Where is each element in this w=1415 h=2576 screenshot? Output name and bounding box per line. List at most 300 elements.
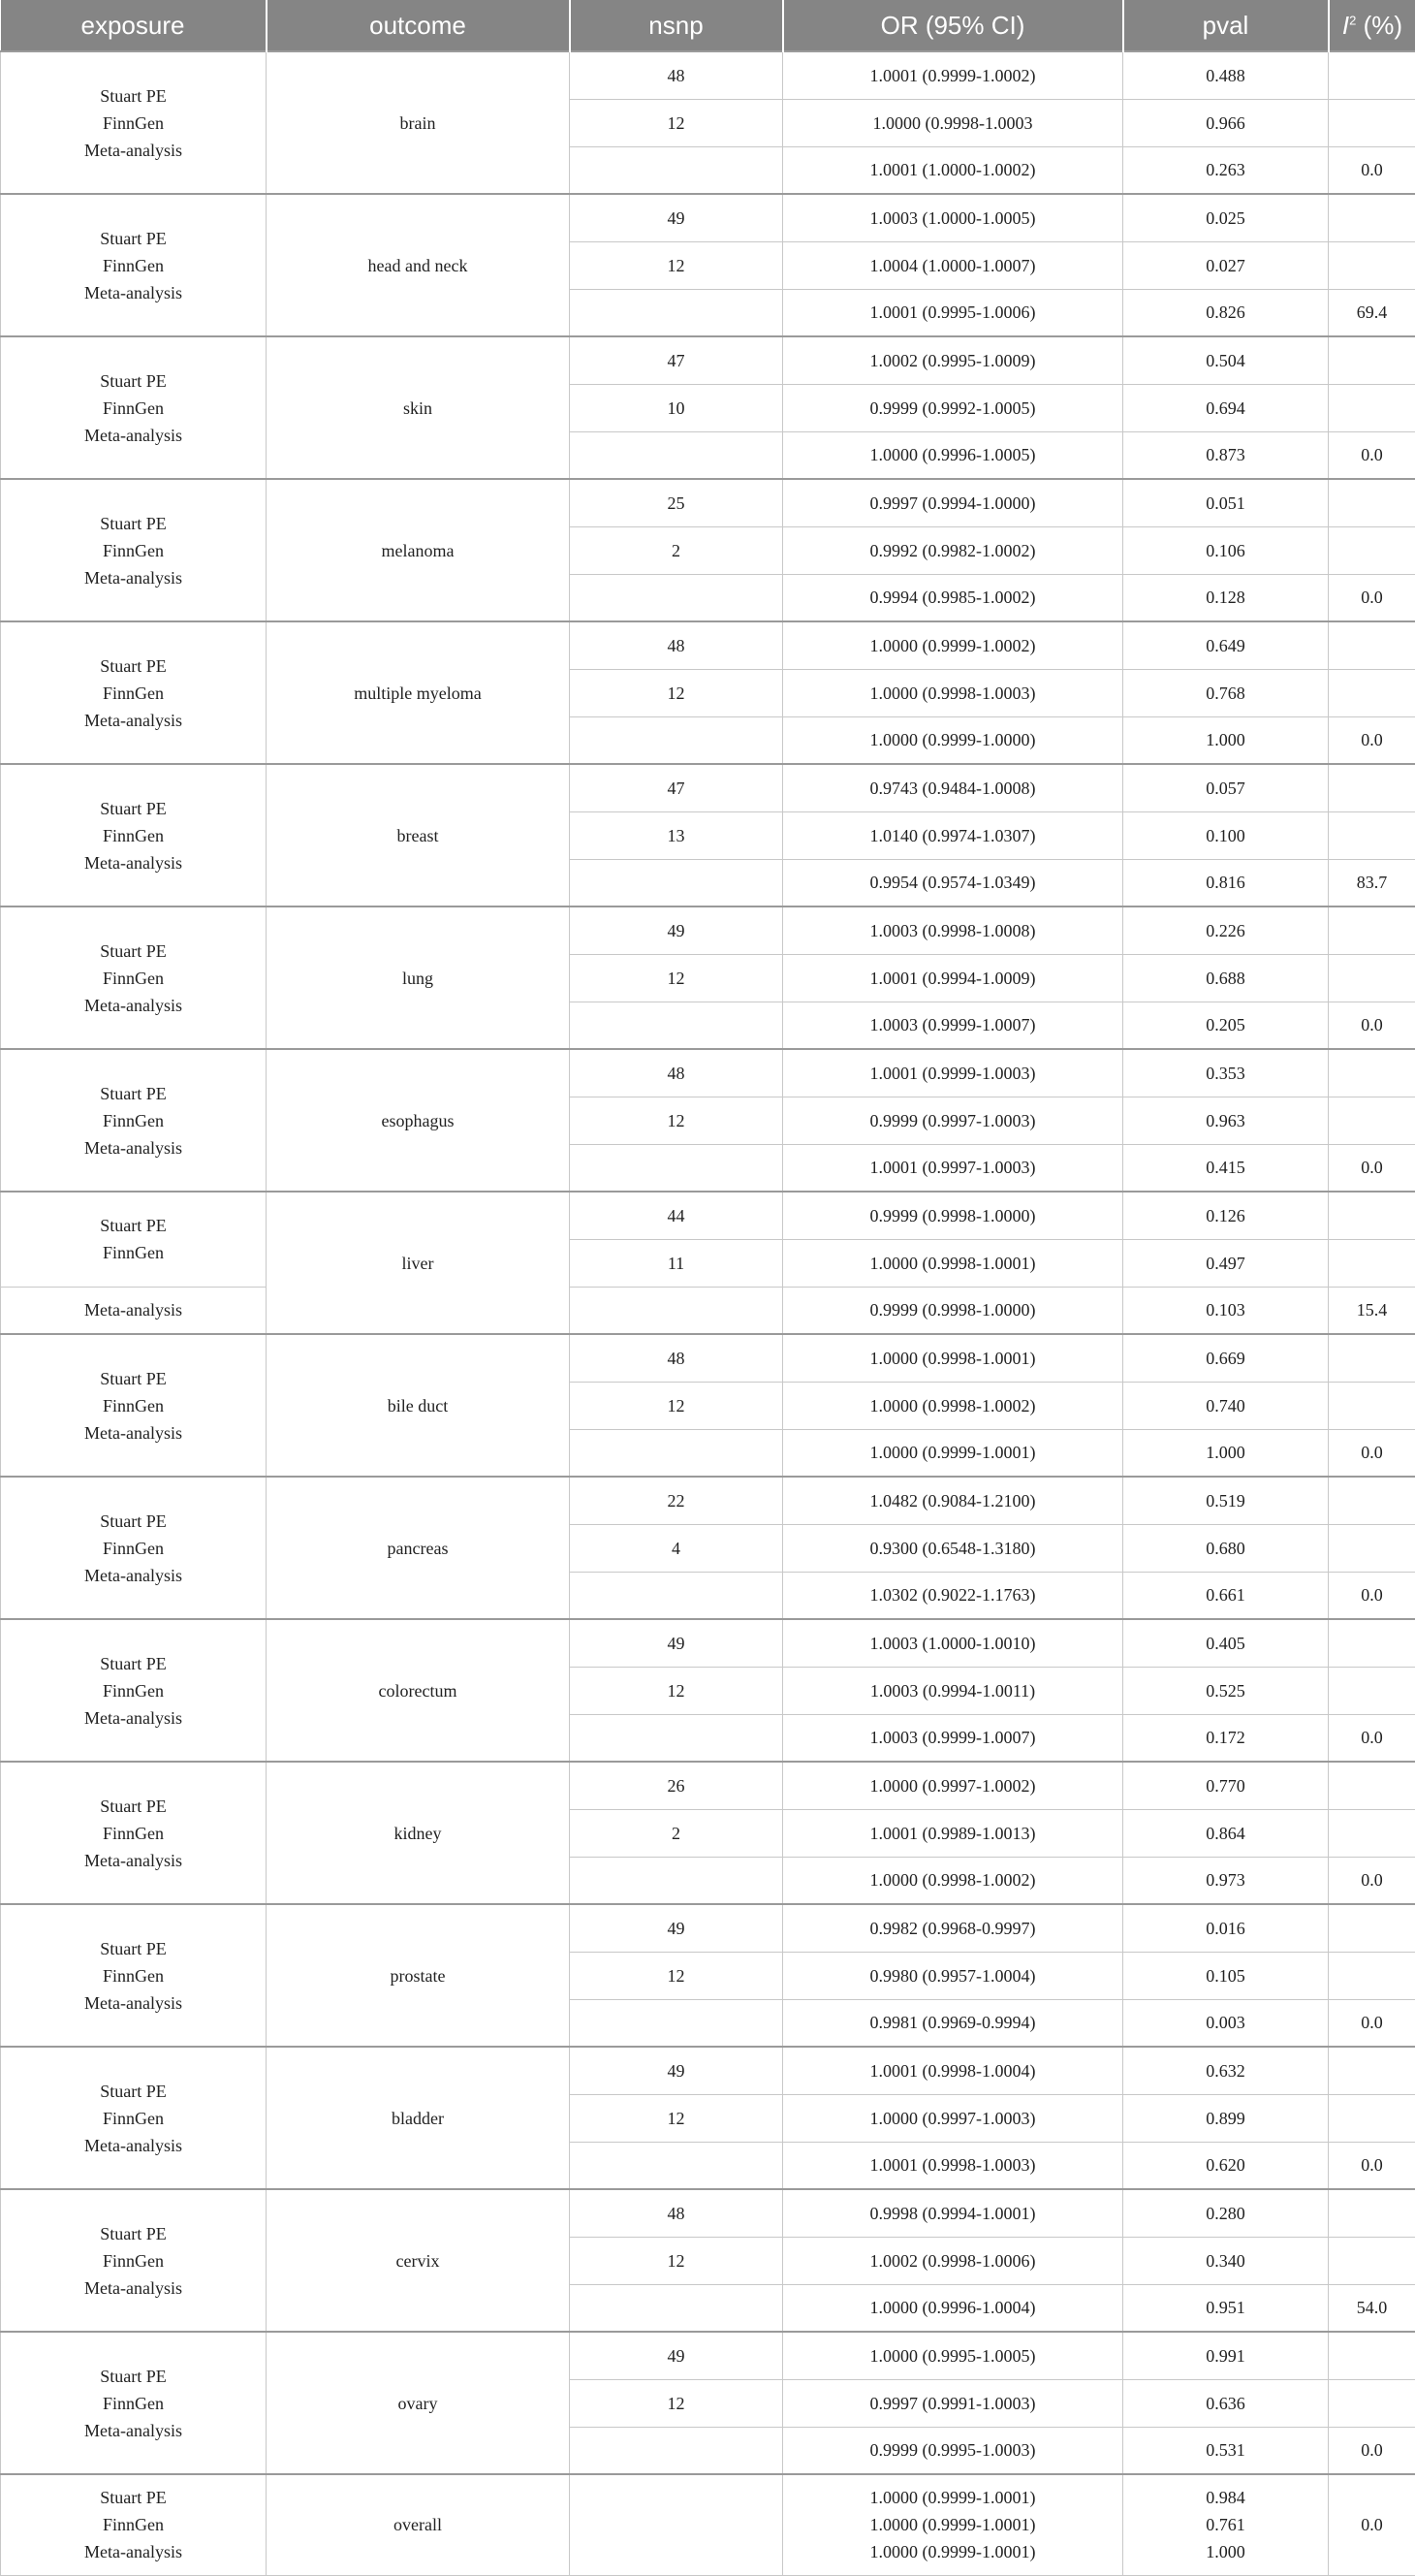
exposure-cell: [1, 2332, 267, 2474]
exposure-label: FinnGen: [1, 2390, 266, 2417]
exposure-label: Meta-analysis: [1, 1847, 266, 1874]
exposure-cell: [1, 906, 267, 1049]
or-ci-cell: 1.0001 (0.9989-1.0013): [783, 1809, 1123, 1857]
nsnp-cell: [570, 1572, 783, 1619]
exposure-label: Meta-analysis: [1, 707, 266, 734]
exposure-label: Meta-analysis: [1, 1562, 266, 1589]
pval-cell: 0.899: [1123, 2094, 1329, 2142]
pval-cell: 0.226: [1123, 906, 1329, 954]
or-ci-cell: 0.9980 (0.9957-1.0004): [783, 1952, 1123, 1999]
nsnp-cell: 12: [570, 241, 783, 289]
nsnp-cell: 4: [570, 1524, 783, 1572]
table-row: [1, 479, 1415, 526]
header-exposure: exposure: [1, 0, 267, 51]
pval-value: 0.761: [1123, 2511, 1328, 2538]
i2-cell: [1329, 51, 1415, 99]
outcome-cell: brain: [267, 51, 570, 194]
or-ci-cell: 0.9743 (0.9484-1.0008): [783, 764, 1123, 811]
nsnp-cell: [570, 1714, 783, 1762]
exposure-cell: [1, 1334, 267, 1477]
outcome-cell: head and neck: [267, 194, 570, 336]
table-row: [1, 1334, 1415, 1382]
pval-cell: 0.016: [1123, 1904, 1329, 1952]
exposure-cell: [1, 51, 267, 194]
pval-cell: 0.816: [1123, 859, 1329, 906]
nsnp-cell: 12: [570, 669, 783, 716]
or-ci-cell: [783, 2474, 1123, 2575]
i2-cell: 54.0: [1329, 2284, 1415, 2332]
outcome-cell: lung: [267, 906, 570, 1049]
exposure-label: Meta-analysis: [1, 2538, 266, 2565]
outcome-cell: ovary: [267, 2332, 570, 2474]
exposure-cell: [1, 2474, 267, 2575]
pval-cell: 0.027: [1123, 241, 1329, 289]
i2-unit: (%): [1356, 11, 1402, 40]
nsnp-cell: 49: [570, 2047, 783, 2094]
exposure-label: Stuart PE: [1, 1508, 266, 1535]
table-row-overall: [1, 2474, 1415, 2575]
i2-cell: [1329, 2189, 1415, 2237]
exposure-label: Stuart PE: [1, 938, 266, 965]
exposure-label: FinnGen: [1, 1239, 266, 1266]
nsnp-cell: 2: [570, 1809, 783, 1857]
exposure-label: Stuart PE: [1, 2220, 266, 2247]
pval-cell: 0.768: [1123, 669, 1329, 716]
i2-cell: 15.4: [1329, 1287, 1415, 1334]
exposure-label: Meta-analysis: [1, 1989, 266, 2017]
pval-cell: 0.636: [1123, 2379, 1329, 2427]
table-row: [1, 1904, 1415, 1952]
pval-cell: 0.205: [1123, 1002, 1329, 1049]
outcome-cell: overall: [267, 2474, 570, 2575]
exposure-label: Stuart PE: [1, 1650, 266, 1677]
nsnp-cell: 12: [570, 1667, 783, 1714]
pval-value: 1.000: [1123, 2538, 1328, 2565]
i2-cell: [1329, 2094, 1415, 2142]
nsnp-cell: 47: [570, 764, 783, 811]
or-ci-value: 1.0000 (0.9999-1.0001): [783, 2538, 1122, 2565]
table-row: [1, 2332, 1415, 2379]
pval-cell: 1.000: [1123, 1429, 1329, 1477]
i2-cell: [1329, 384, 1415, 431]
i2-cell: [1329, 811, 1415, 859]
exposure-label: Stuart PE: [1, 82, 266, 110]
nsnp-cell: 26: [570, 1762, 783, 1809]
pval-cell: 0.057: [1123, 764, 1329, 811]
table-row: [1, 194, 1415, 241]
table-row: [1, 1762, 1415, 1809]
or-ci-cell: 1.0000 (0.9995-1.0005): [783, 2332, 1123, 2379]
or-ci-cell: 1.0000 (0.9998-1.0001): [783, 1239, 1123, 1287]
pval-cell: 0.770: [1123, 1762, 1329, 1809]
pval-cell: 0.669: [1123, 1334, 1329, 1382]
exposure-cell: [1, 2047, 267, 2189]
or-ci-cell: 1.0000 (0.9999-1.0001): [783, 1429, 1123, 1477]
or-ci-cell: 0.9999 (0.9998-1.0000): [783, 1192, 1123, 1239]
pval-cell: 0.128: [1123, 574, 1329, 621]
nsnp-cell: 48: [570, 621, 783, 669]
i2-cell: [1329, 241, 1415, 289]
nsnp-cell: 48: [570, 51, 783, 99]
header-or: OR (95% CI): [783, 0, 1123, 51]
nsnp-cell: [570, 431, 783, 479]
exposure-cell: [1, 1762, 267, 1904]
i2-superscript: 2: [1349, 13, 1356, 27]
exposure-label: Stuart PE: [1, 2363, 266, 2390]
exposure-label: Stuart PE: [1, 2484, 266, 2511]
or-ci-cell: 0.9998 (0.9994-1.0001): [783, 2189, 1123, 2237]
pval-cell: 0.100: [1123, 811, 1329, 859]
or-ci-cell: 1.0003 (1.0000-1.0005): [783, 194, 1123, 241]
outcome-cell: multiple myeloma: [267, 621, 570, 764]
exposure-cell: [1, 1904, 267, 2047]
exposure-label: FinnGen: [1, 395, 266, 422]
nsnp-cell: [570, 574, 783, 621]
exposure-label: Stuart PE: [1, 1080, 266, 1107]
or-ci-cell: 1.0000 (0.9998-1.0003: [783, 99, 1123, 146]
i2-cell: [1329, 1192, 1415, 1239]
or-ci-cell: 1.0000 (0.9998-1.0003): [783, 669, 1123, 716]
table-row: [1, 51, 1415, 99]
header-pval: pval: [1123, 0, 1329, 51]
pval-cell: 0.353: [1123, 1049, 1329, 1097]
exposure-label: Stuart PE: [1, 1212, 266, 1239]
header-outcome: outcome: [267, 0, 570, 51]
pval-cell: 0.504: [1123, 336, 1329, 384]
or-ci-cell: 0.9981 (0.9969-0.9994): [783, 1999, 1123, 2047]
nsnp-cell: 10: [570, 384, 783, 431]
table-body: [1, 51, 1415, 2575]
i2-cell: [1329, 621, 1415, 669]
exposure-label: FinnGen: [1, 1677, 266, 1704]
or-ci-cell: 1.0000 (0.9997-1.0003): [783, 2094, 1123, 2142]
nsnp-cell: 48: [570, 2189, 783, 2237]
table-row: [1, 1287, 1415, 1334]
header-i2: [1329, 0, 1415, 51]
or-ci-cell: 1.0001 (0.9999-1.0003): [783, 1049, 1123, 1097]
exposure-cell: [1, 336, 267, 479]
pval-cell: 0.680: [1123, 1524, 1329, 1572]
or-ci-cell: 1.0001 (0.9994-1.0009): [783, 954, 1123, 1002]
exposure-label: Meta-analysis: [1, 279, 266, 306]
nsnp-cell: [570, 2474, 783, 2575]
i2-cell: 0.0: [1329, 146, 1415, 194]
pval-cell: 0.661: [1123, 1572, 1329, 1619]
exposure-cell: [1, 621, 267, 764]
i2-letter: I: [1342, 11, 1349, 40]
nsnp-cell: [570, 2284, 783, 2332]
exposure-label: FinnGen: [1, 1392, 266, 1419]
or-ci-cell: 1.0001 (0.9999-1.0002): [783, 51, 1123, 99]
nsnp-cell: 12: [570, 1382, 783, 1429]
pval-cell: 0.003: [1123, 1999, 1329, 2047]
i2-cell: [1329, 2047, 1415, 2094]
i2-cell: [1329, 954, 1415, 1002]
i2-cell: [1329, 1667, 1415, 1714]
exposure-label: FinnGen: [1, 252, 266, 279]
exposure-label: Stuart PE: [1, 2078, 266, 2105]
nsnp-cell: [570, 289, 783, 336]
nsnp-cell: 49: [570, 1619, 783, 1667]
pval-cell: 0.340: [1123, 2237, 1329, 2284]
outcome-cell: skin: [267, 336, 570, 479]
nsnp-cell: [570, 2427, 783, 2474]
outcome-cell: bladder: [267, 2047, 570, 2189]
nsnp-cell: 25: [570, 479, 783, 526]
exposure-label: FinnGen: [1, 680, 266, 707]
exposure-label: Meta-analysis: [1, 137, 266, 164]
exposure-label: Stuart PE: [1, 1793, 266, 1820]
pval-cell: 0.106: [1123, 526, 1329, 574]
pval-cell: 0.126: [1123, 1192, 1329, 1239]
exposure-cell: [1, 479, 267, 621]
header-row: [1, 0, 1415, 51]
i2-cell: [1329, 479, 1415, 526]
exposure-label: FinnGen: [1, 2105, 266, 2132]
or-ci-cell: 1.0000 (0.9997-1.0002): [783, 1762, 1123, 1809]
exposure-label: Meta-analysis: [1, 992, 266, 1019]
or-ci-cell: 0.9999 (0.9998-1.0000): [783, 1287, 1123, 1334]
or-ci-cell: 1.0003 (0.9994-1.0011): [783, 1667, 1123, 1714]
pval-cell: 0.263: [1123, 146, 1329, 194]
exposure-cell: [1, 1619, 267, 1762]
or-ci-cell: 1.0001 (0.9998-1.0004): [783, 2047, 1123, 2094]
pval-cell: 0.415: [1123, 1144, 1329, 1192]
or-ci-cell: 0.9997 (0.9991-1.0003): [783, 2379, 1123, 2427]
table-row: [1, 764, 1415, 811]
pval-cell: [1123, 2474, 1329, 2575]
or-ci-cell: 1.0000 (0.9998-1.0002): [783, 1857, 1123, 1904]
i2-cell: 0.0: [1329, 2427, 1415, 2474]
pval-value: 0.984: [1123, 2484, 1328, 2511]
nsnp-cell: 12: [570, 2094, 783, 2142]
or-ci-cell: 1.0302 (0.9022-1.1763): [783, 1572, 1123, 1619]
nsnp-cell: [570, 2142, 783, 2189]
table-row: [1, 2047, 1415, 2094]
exposure-label: FinnGen: [1, 1962, 266, 1989]
nsnp-cell: [570, 1857, 783, 1904]
pval-cell: 1.000: [1123, 716, 1329, 764]
i2-cell: 69.4: [1329, 289, 1415, 336]
pval-cell: 0.525: [1123, 1667, 1329, 1714]
nsnp-cell: 48: [570, 1049, 783, 1097]
nsnp-cell: 49: [570, 1904, 783, 1952]
exposure-label: FinnGen: [1, 1535, 266, 1562]
nsnp-cell: 49: [570, 194, 783, 241]
outcome-cell: breast: [267, 764, 570, 906]
i2-cell: [1329, 764, 1415, 811]
i2-cell: 0.0: [1329, 2142, 1415, 2189]
or-ci-cell: 1.0000 (0.9996-1.0005): [783, 431, 1123, 479]
pval-cell: 0.864: [1123, 1809, 1329, 1857]
outcome-cell: liver: [267, 1192, 570, 1334]
exposure-cell: [1, 1477, 267, 1619]
exposure-label: Stuart PE: [1, 1365, 266, 1392]
table-row: [1, 621, 1415, 669]
outcome-cell: kidney: [267, 1762, 570, 1904]
or-ci-cell: 0.9999 (0.9992-1.0005): [783, 384, 1123, 431]
or-ci-cell: 0.9999 (0.9997-1.0003): [783, 1097, 1123, 1144]
pval-cell: 0.497: [1123, 1239, 1329, 1287]
pval-cell: 0.963: [1123, 1097, 1329, 1144]
pval-cell: 0.103: [1123, 1287, 1329, 1334]
nsnp-cell: 13: [570, 811, 783, 859]
pval-cell: 0.051: [1123, 479, 1329, 526]
exposure-cell: [1, 194, 267, 336]
nsnp-cell: 48: [570, 1334, 783, 1382]
i2-cell: [1329, 1382, 1415, 1429]
exposure-label: Stuart PE: [1, 510, 266, 537]
or-ci-cell: 1.0004 (1.0000-1.0007): [783, 241, 1123, 289]
i2-cell: [1329, 1809, 1415, 1857]
pval-cell: 0.991: [1123, 2332, 1329, 2379]
i2-cell: [1329, 1049, 1415, 1097]
exposure-cell: [1, 1049, 267, 1192]
nsnp-cell: 22: [570, 1477, 783, 1524]
table-row: [1, 1049, 1415, 1097]
exposure-label: FinnGen: [1, 2511, 266, 2538]
pval-cell: 0.519: [1123, 1477, 1329, 1524]
nsnp-cell: [570, 1429, 783, 1477]
or-ci-cell: 1.0000 (0.9999-1.0000): [783, 716, 1123, 764]
pval-cell: 0.688: [1123, 954, 1329, 1002]
i2-cell: 0.0: [1329, 2474, 1415, 2575]
i2-cell: [1329, 906, 1415, 954]
exposure-cell: Meta-analysis: [1, 1287, 267, 1334]
i2-cell: [1329, 1524, 1415, 1572]
exposure-label: FinnGen: [1, 2247, 266, 2274]
i2-cell: [1329, 1762, 1415, 1809]
outcome-cell: bile duct: [267, 1334, 570, 1477]
exposure-label: FinnGen: [1, 537, 266, 564]
or-ci-cell: 1.0001 (1.0000-1.0002): [783, 146, 1123, 194]
or-ci-cell: 1.0000 (0.9998-1.0002): [783, 1382, 1123, 1429]
nsnp-cell: [570, 1287, 783, 1334]
table-row: [1, 1477, 1415, 1524]
nsnp-cell: 12: [570, 99, 783, 146]
i2-cell: [1329, 2237, 1415, 2284]
exposure-label: Stuart PE: [1, 1935, 266, 1962]
i2-cell: 0.0: [1329, 1572, 1415, 1619]
exposure-cell: [1, 2189, 267, 2332]
table-row: [1, 336, 1415, 384]
pval-cell: 0.826: [1123, 289, 1329, 336]
or-ci-cell: 1.0140 (0.9974-1.0307): [783, 811, 1123, 859]
or-ci-cell: 1.0482 (0.9084-1.2100): [783, 1477, 1123, 1524]
exposure-label: Meta-analysis: [1, 2417, 266, 2444]
exposure-label: Meta-analysis: [1, 2132, 266, 2159]
pval-cell: 0.531: [1123, 2427, 1329, 2474]
exposure-label: Meta-analysis: [1, 1419, 266, 1447]
pval-cell: 0.405: [1123, 1619, 1329, 1667]
exposure-label: Stuart PE: [1, 795, 266, 822]
or-ci-cell: 1.0000 (0.9996-1.0004): [783, 2284, 1123, 2332]
or-ci-cell: 1.0000 (0.9998-1.0001): [783, 1334, 1123, 1382]
outcome-cell: prostate: [267, 1904, 570, 2047]
i2-cell: 0.0: [1329, 1002, 1415, 1049]
or-ci-cell: 1.0002 (0.9995-1.0009): [783, 336, 1123, 384]
exposure-label: FinnGen: [1, 1820, 266, 1847]
i2-cell: 0.0: [1329, 431, 1415, 479]
i2-cell: 0.0: [1329, 1144, 1415, 1192]
or-ci-cell: 0.9997 (0.9994-1.0000): [783, 479, 1123, 526]
or-ci-cell: 0.9992 (0.9982-1.0002): [783, 526, 1123, 574]
i2-cell: [1329, 1904, 1415, 1952]
exposure-label: FinnGen: [1, 965, 266, 992]
i2-cell: [1329, 194, 1415, 241]
pval-cell: 0.966: [1123, 99, 1329, 146]
exposure-label: Meta-analysis: [1, 422, 266, 449]
nsnp-cell: [570, 1999, 783, 2047]
outcome-cell: colorectum: [267, 1619, 570, 1762]
i2-cell: [1329, 1477, 1415, 1524]
or-ci-cell: 0.9994 (0.9985-1.0002): [783, 574, 1123, 621]
table-row: [1, 1619, 1415, 1667]
pval-cell: 0.280: [1123, 2189, 1329, 2237]
i2-cell: 0.0: [1329, 1999, 1415, 2047]
or-ci-value: 1.0000 (0.9999-1.0001): [783, 2484, 1122, 2511]
i2-cell: [1329, 2332, 1415, 2379]
exposure-cell: [1, 764, 267, 906]
pval-cell: 0.105: [1123, 1952, 1329, 1999]
nsnp-cell: [570, 716, 783, 764]
nsnp-cell: 44: [570, 1192, 783, 1239]
pval-cell: 0.740: [1123, 1382, 1329, 1429]
nsnp-cell: 12: [570, 1097, 783, 1144]
nsnp-cell: 12: [570, 954, 783, 1002]
i2-cell: [1329, 99, 1415, 146]
exposure-label: Meta-analysis: [1, 564, 266, 591]
or-ci-cell: 1.0003 (0.9999-1.0007): [783, 1714, 1123, 1762]
nsnp-cell: [570, 1002, 783, 1049]
header-nsnp: nsnp: [570, 0, 783, 51]
outcome-cell: melanoma: [267, 479, 570, 621]
or-ci-cell: 1.0002 (0.9998-1.0006): [783, 2237, 1123, 2284]
exposure-label: FinnGen: [1, 110, 266, 137]
nsnp-cell: 2: [570, 526, 783, 574]
exposure-label: Meta-analysis: [1, 849, 266, 876]
exposure-label: FinnGen: [1, 822, 266, 849]
exposure-label: Meta-analysis: [1, 2274, 266, 2302]
i2-cell: 0.0: [1329, 1429, 1415, 1477]
or-ci-cell: 1.0003 (1.0000-1.0010): [783, 1619, 1123, 1667]
i2-cell: 0.0: [1329, 1857, 1415, 1904]
or-ci-cell: 1.0001 (0.9998-1.0003): [783, 2142, 1123, 2189]
nsnp-cell: 12: [570, 1952, 783, 1999]
or-ci-cell: 1.0003 (0.9998-1.0008): [783, 906, 1123, 954]
pval-cell: 0.025: [1123, 194, 1329, 241]
i2-cell: 0.0: [1329, 574, 1415, 621]
exposure-label: Meta-analysis: [1, 1704, 266, 1732]
or-ci-cell: 0.9300 (0.6548-1.3180): [783, 1524, 1123, 1572]
pval-cell: 0.620: [1123, 2142, 1329, 2189]
pval-cell: 0.973: [1123, 1857, 1329, 1904]
or-ci-cell: 1.0003 (0.9999-1.0007): [783, 1002, 1123, 1049]
pval-cell: 0.649: [1123, 621, 1329, 669]
table-row: [1, 906, 1415, 954]
or-ci-cell: 0.9999 (0.9995-1.0003): [783, 2427, 1123, 2474]
exposure-label: Stuart PE: [1, 652, 266, 680]
i2-cell: [1329, 1334, 1415, 1382]
i2-cell: [1329, 526, 1415, 574]
nsnp-cell: 11: [570, 1239, 783, 1287]
outcome-cell: pancreas: [267, 1477, 570, 1619]
i2-cell: [1329, 1239, 1415, 1287]
exposure-label: FinnGen: [1, 1107, 266, 1134]
table-row: [1, 2189, 1415, 2237]
outcome-cell: esophagus: [267, 1049, 570, 1192]
i2-cell: 0.0: [1329, 1714, 1415, 1762]
